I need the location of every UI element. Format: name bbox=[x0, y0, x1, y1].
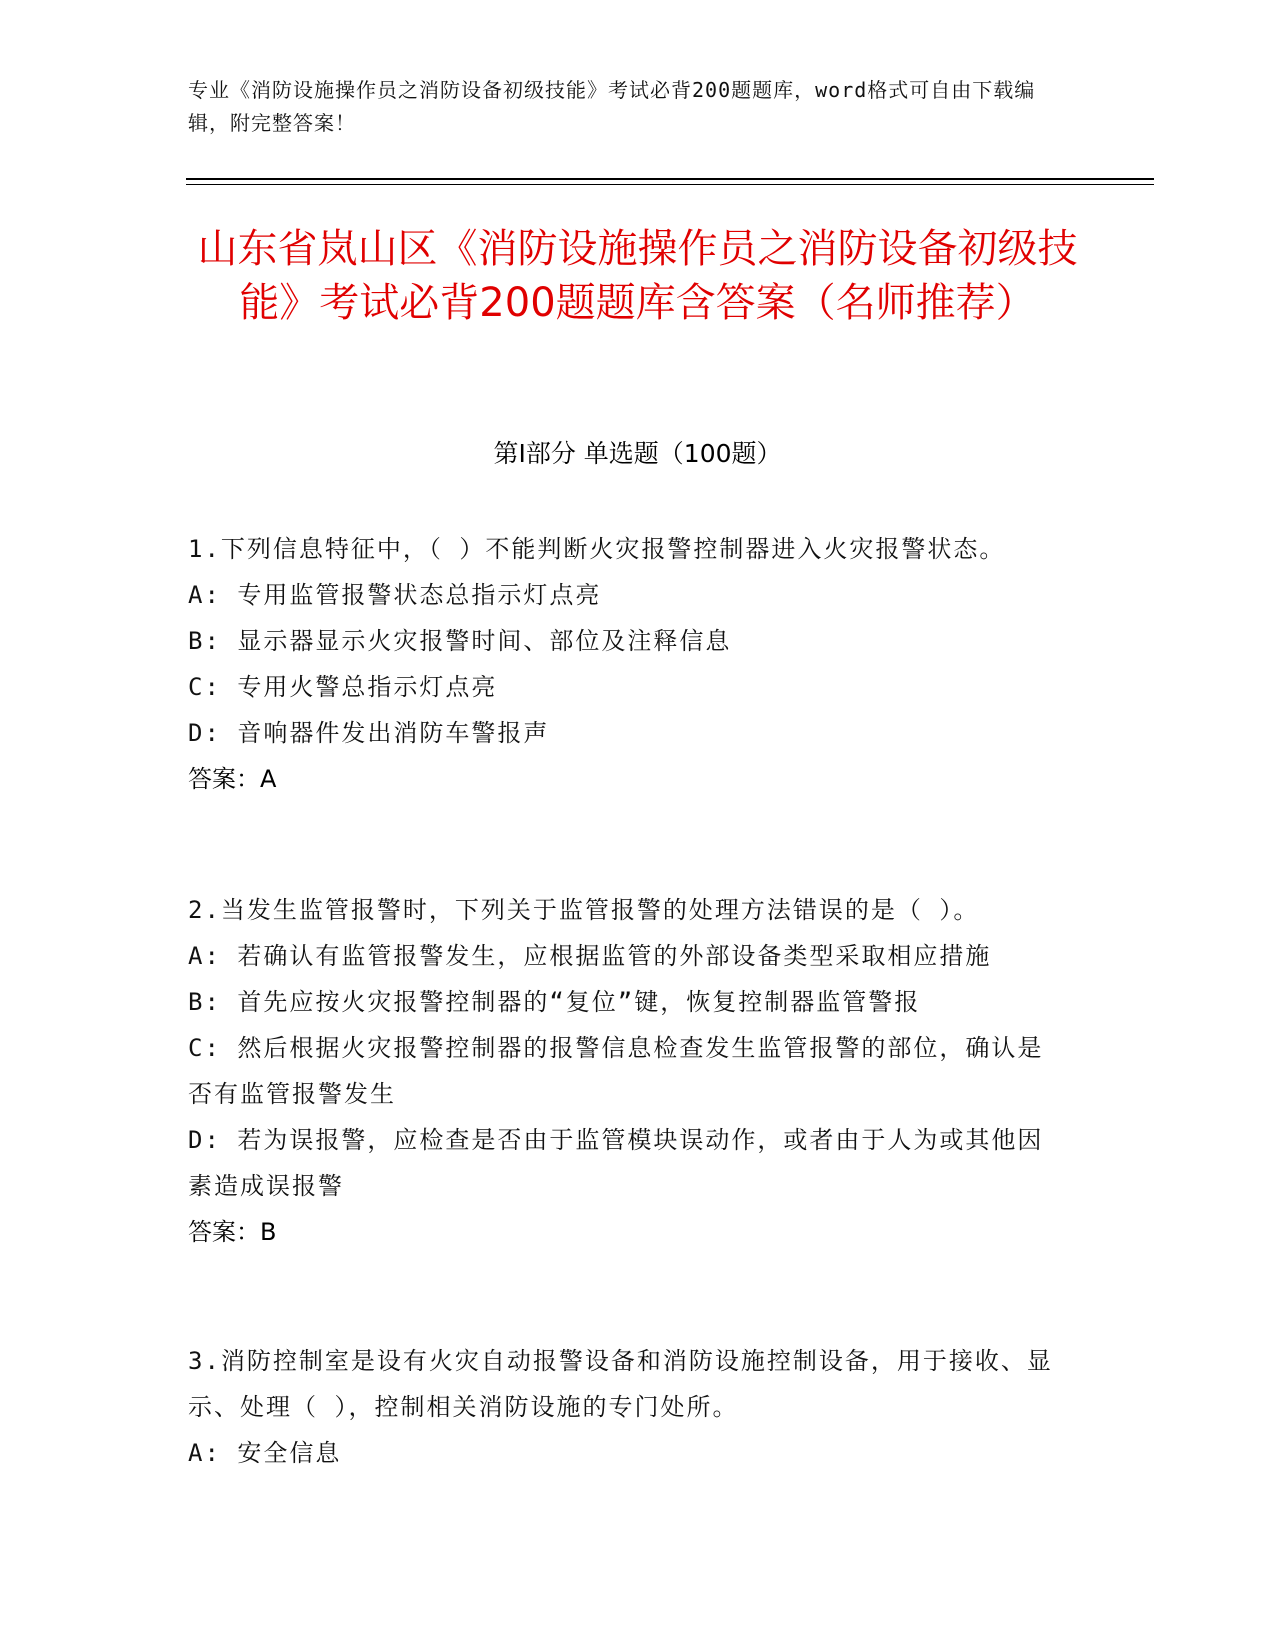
option-a: A: 若确认有监管报警发生，应根据监管的外部设备类型采取相应措施 bbox=[188, 942, 992, 970]
question-2 bbox=[188, 887, 1068, 1255]
option-b: B: 显示器显示火灾报警时间、部位及注释信息 bbox=[188, 627, 732, 655]
answer: 答案：B bbox=[188, 1218, 277, 1246]
question-3 bbox=[188, 1338, 1068, 1476]
question-stem: 2.当发生监管报警时，下列关于监管报警的处理方法错误的是（ ）。 bbox=[188, 896, 980, 924]
option-d: D: 音响器件发出消防车警报声 bbox=[188, 719, 550, 747]
header-rule-thin bbox=[186, 184, 1154, 185]
option-d: D: 若为误报警，应检查是否由于监管模块误动作，或者由于人为或其他因素造成误报警 bbox=[188, 1126, 1044, 1200]
answer: 答案：A bbox=[188, 765, 277, 793]
option-a: A: 专用监管报警状态总指示灯点亮 bbox=[188, 581, 602, 609]
question-stem: 1.下列信息特征中，（ ）不能判断火灾报警控制器进入火灾报警状态。 bbox=[188, 535, 1006, 563]
option-c: C: 然后根据火灾报警控制器的报警信息检查发生监管报警的部位，确认是否有监管报警发生 bbox=[188, 1034, 1044, 1108]
option-c: C: 专用火警总指示灯点亮 bbox=[188, 673, 498, 701]
option-b: B: 首先应按火灾报警控制器的“复位”键，恢复控制器监管警报 bbox=[188, 988, 921, 1016]
header-rule-thick bbox=[186, 178, 1154, 180]
section-heading: 第Ⅰ部分 单选题（100题） bbox=[493, 439, 782, 468]
question-1 bbox=[188, 526, 1068, 802]
question-stem: 3.消防控制室是设有火灾自动报警设备和消防设施控制设备，用于接收、显示、处理（ ），控制相关消防设施的专门处所。 bbox=[188, 1347, 1053, 1421]
header-note: 专业《消防设施操作员之消防设备初级技能》考试必背200题题库，word格式可自由下载编辑，附完整答案！ bbox=[188, 78, 1036, 135]
document-title: 山东省岚山区《消防设施操作员之消防设备初级技能》考试必背200题题库含答案（名师推荐） bbox=[197, 226, 1078, 326]
option-a: A: 安全信息 bbox=[188, 1439, 342, 1467]
